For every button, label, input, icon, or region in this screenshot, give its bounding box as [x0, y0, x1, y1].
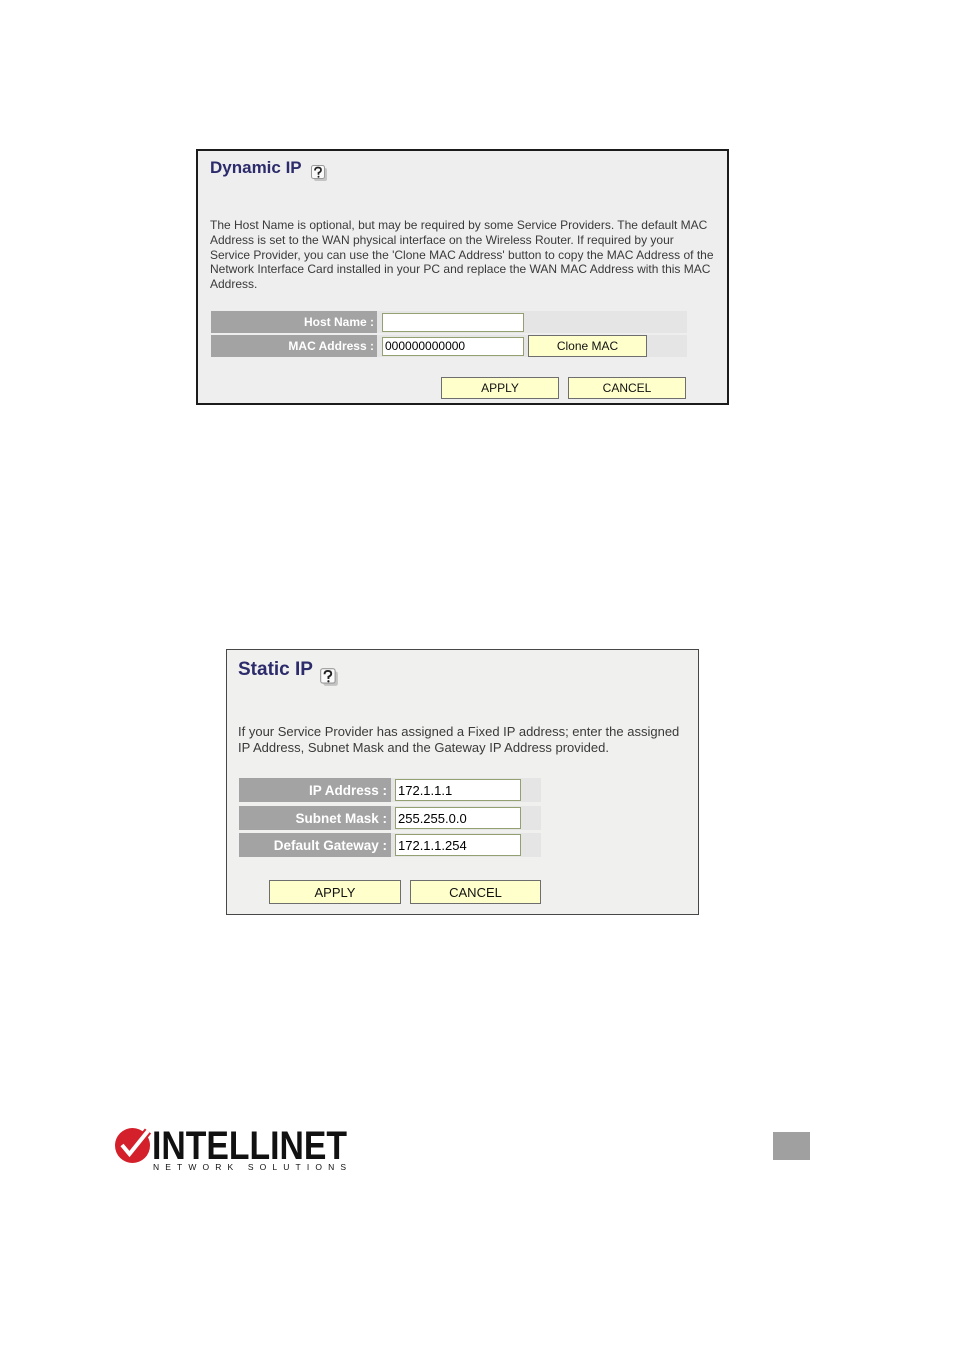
help-icon[interactable] [318, 667, 340, 687]
description-line: Service Provider, you can use the 'Clone MAC Address' button to copy the MAC Address of the [210, 247, 714, 262]
page-number-box [773, 1132, 810, 1160]
cancel-button[interactable]: CANCEL [568, 377, 686, 399]
help-icon[interactable] [310, 164, 328, 182]
form-row-ip-address [239, 778, 541, 802]
description-line: If your Service Provider has assigned a Fixed IP address; enter the assigned [238, 724, 680, 739]
cancel-button[interactable]: CANCEL [410, 880, 541, 904]
host-name-input[interactable] [382, 313, 524, 332]
mac-address-input[interactable] [382, 337, 524, 356]
field-label: Host Name : [211, 311, 377, 333]
panel-title: Dynamic IP [210, 158, 302, 177]
clone-mac-button[interactable]: Clone MAC [528, 335, 647, 357]
form-row-subnet-mask [239, 806, 541, 830]
field-label: Default Gateway : [239, 833, 391, 857]
form-row-mac-address [211, 335, 687, 357]
subnet-mask-input[interactable] [395, 807, 521, 829]
description-line: Network Interface Card installed in your PC and replace the WAN MAC Address with this MAC [210, 262, 711, 277]
default-gateway-input[interactable] [395, 834, 521, 856]
form-row-host-name [211, 311, 687, 333]
panel-title: Static IP [238, 659, 313, 680]
brand-name: INTELLINET [152, 1124, 347, 1168]
panel-description [210, 218, 714, 292]
field-label: IP Address : [239, 778, 391, 802]
description-line: Address is set to the WAN physical interface on the Wireless Router. If required by your [210, 232, 674, 247]
form-row-default-gateway [239, 833, 541, 857]
ip-address-input[interactable] [395, 779, 521, 801]
intellinet-logo [113, 1124, 353, 1174]
brand-tagline: NETWORK SOLUTIONS [153, 1162, 346, 1172]
description-line: The Host Name is optional, but may be required by some Service Providers. The default MAC [210, 218, 708, 232]
panel-description [238, 724, 679, 756]
apply-button[interactable]: APPLY [441, 377, 559, 399]
apply-button[interactable]: APPLY [269, 880, 401, 904]
static-ip-panel [226, 649, 699, 915]
description-line: IP Address, Subnet Mask and the Gateway IP Address provided. [238, 740, 609, 755]
description-line: Address. [210, 277, 258, 291]
field-label: Subnet Mask : [239, 806, 391, 830]
dynamic-ip-panel [196, 149, 729, 405]
checkmark-circle-icon [115, 1128, 150, 1163]
field-label: MAC Address : [211, 335, 377, 357]
